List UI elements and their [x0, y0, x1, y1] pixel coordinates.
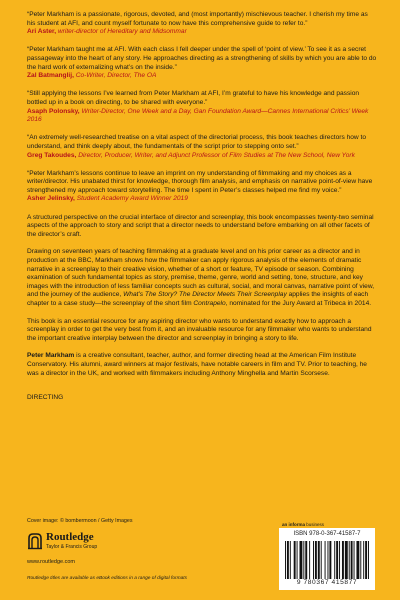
quote-attribution — [27, 28, 377, 37]
description-paragraph: A structured perspective on the crucial interface of director and screenplay, this book encompasses twenty-two seminal aspects of the approach to story and script that a director needs to understand before embarking on all other facets of the director’s craft. — [27, 213, 374, 238]
quote-text: “Peter Markham’s lessons continue to leave an imprint on my understanding of filmmaking and my choices as a writer/director. His unabated thirst for knowledge, thorough film analysis, and emphasis on narrative point-of-view have strengthened my approach toward storytelling. The time I spent in Peter’s classes helped me find my voice.” — [27, 169, 373, 194]
endorsement-quote — [27, 134, 377, 160]
quote-attribution — [27, 108, 377, 125]
endorser-name: Greg Takoudes, — [27, 151, 77, 159]
quote-attribution — [27, 195, 377, 204]
book-title: What’s The Story? The Director Meets Their Screenplay — [123, 291, 287, 299]
publisher-website: www.routledge.com — [27, 559, 75, 565]
description-text: , nominated for the Jury Award at Tribeca in 2014. — [225, 300, 372, 307]
description-text: applies the insights of each chapter to a case study—the screenplay of the short film — [27, 291, 369, 307]
endorser-role: Co-Writer, Director, The OA — [75, 72, 157, 80]
cover-image-credit: Cover image: © bombermoon / Getty Images — [27, 518, 133, 524]
endorser-role: writer-director of Hereditary and Midsommar — [57, 28, 187, 36]
publisher-name: Routledge — [46, 531, 94, 543]
quote-attribution — [27, 152, 377, 161]
barcode-digits: 9 780367 415877 — [296, 579, 358, 586]
endorsement-quote — [27, 11, 377, 37]
description-paragraph: This book is an essential resource for any aspiring director who wants to understand exactly how to approach a screenplay in order to get the very best from it, and an invaluable resource for any filmmaker who wants to understand the important creative interplay between the director and screenplay in bringing a story to life. — [27, 317, 372, 342]
barcode-icon — [285, 541, 369, 579]
endorser-name: Ari Aster, — [27, 28, 57, 36]
cover-text — [27, 11, 377, 402]
endorser-role: Director, Producer, Writer, and Adjunct Professor of Film Studies at The New School, New York — [78, 151, 355, 159]
endorsement-quote — [27, 46, 377, 80]
author-name: Peter Markham — [27, 352, 75, 360]
endorsement-quote — [27, 90, 377, 124]
author-bio — [27, 352, 377, 378]
endorsement-quote — [27, 170, 377, 204]
quote-text: “Still applying the lessons I’ve learned from Peter Markham at AFI, I’m grateful to have his knowledge and passion bottled up in a book on directing, to be shared with everyone.” — [27, 90, 360, 106]
publisher-tagline: Taylor & Francis Group — [46, 544, 98, 550]
description-text: Drawing on seventeen years of teaching filmmaking at a graduate level and on his prior career as a director and in production at the BBC, Markham shows how the filmmaker can apply rigorous analysis of the elements of dramatic narrative in a screenplay to their creative vision, whether of a short or feature, TV episode or season. Combining examination of such fundamental topics as story, premise, theme, genre, world and setting, tone, structure, and key images with the introduction of less familiar concepts such as cultural, social, and moral canvas, narrative point of view, and the journey of the audience, — [27, 248, 375, 299]
routledge-logo-icon — [27, 532, 43, 550]
informa-name: an informa — [282, 522, 306, 527]
quote-attribution — [27, 72, 377, 81]
author-bio-text: is a creative consultant, teacher, author, and former directing head at the American Film Institute Conservatory. His alumni, award winners at major festivals, have notable careers in film and TV. Prior to teaching, he was a director in the UK, and worked with filmmakers including Anthony Minghella and Martin Scorsese. — [27, 352, 367, 377]
endorser-role: Student Academy Award Winner 2019 — [76, 195, 188, 203]
quote-text: “Peter Markham taught me at AFI. With each class I fell deeper under the spell of ‘point of view.’ To see it as a secret passageway into the heart of any story. He approaches directing as a strengthening of skills by which you are able to do the hard work of externalizing what’s on the inside.” — [27, 46, 377, 71]
informa-business-label — [282, 522, 324, 527]
informa-suffix: business — [306, 522, 325, 527]
endorser-name: Asher Jelinsky, — [27, 195, 75, 203]
endorser-role: Writer-Director, One Week and a Day, Gan Foundation Award—Cannes International Critics’ Week 2016 — [27, 107, 369, 124]
endorser-name: Asaph Polonsky, — [27, 107, 80, 115]
subject-category: DIRECTING — [27, 394, 64, 402]
endorser-name: Zal Batmanglij, — [27, 72, 74, 80]
ebook-note: Routledge titles are available as eBook editions in a range of digital formats — [27, 576, 187, 581]
film-title: Contrapelo — [193, 300, 226, 307]
publisher-logo — [27, 530, 147, 556]
quote-text: “Peter Markham is a passionate, rigorous, devoted, and (most importantly) mischievous teacher. I cherish my time as his student at AFI, and count myself fortunate to now have this comprehensive guide to refer to.” — [27, 11, 368, 27]
isbn-number: ISBN 978-0-367-41587-7 — [293, 531, 361, 537]
quote-text: “An extremely well-researched treatise on a vital aspect of the directorial process, this book teaches directors how to understand, and think deeply about, the fundamentals of the script prior to stepping onto set.” — [27, 134, 367, 150]
isbn-barcode — [279, 528, 375, 590]
description-paragraph — [27, 248, 377, 308]
